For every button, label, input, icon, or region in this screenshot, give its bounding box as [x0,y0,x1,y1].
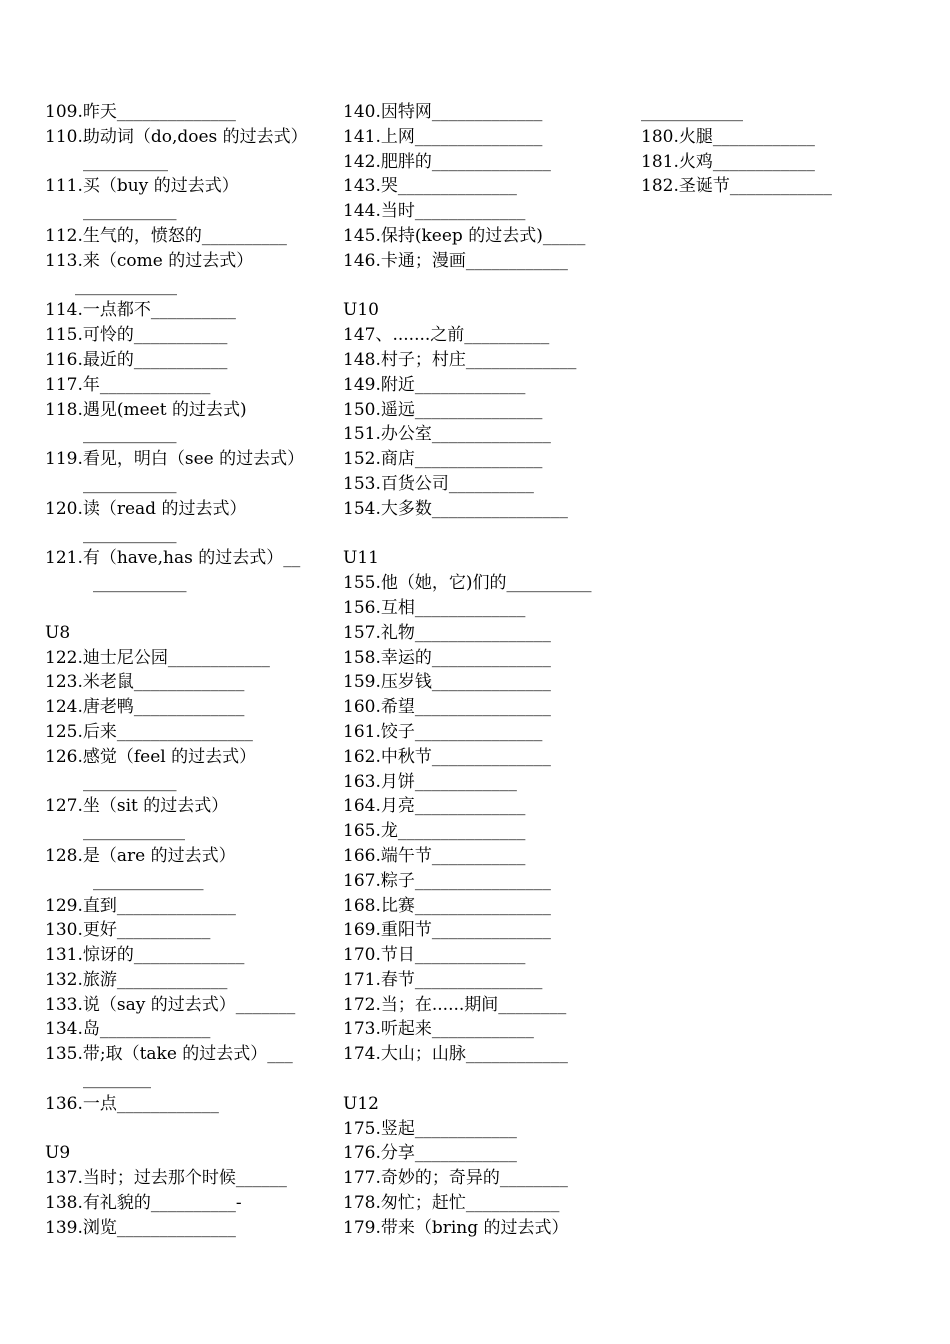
vocab-item: 117.年_____________ [45,374,211,395]
vocab-item: 169.重阳节______________ [343,920,551,941]
vocab-item: 133.说（say 的过去式）_______ [45,994,296,1015]
empty-line [343,274,633,299]
vocab-item: 127.坐（sit 的过去式） [45,796,229,817]
vocab-item: 165.龙_______________ [343,821,526,842]
vocab-item: 140.因特网_____________ [343,102,543,122]
vocab-item: 125.后来________________ [45,721,253,742]
vocab-item: 170.节日_____________ [343,945,526,966]
vocab-item: 144.当时_____________ [343,201,526,222]
vocab-item: 123.米老鼠_____________ [45,672,245,693]
vocab-item: 151.办公室______________ [343,424,551,445]
vocab-item: 124.唐老鸭_____________ [45,697,245,718]
vocab-item: 134.岛_____________ [45,1019,211,1040]
unit-heading: U11 [343,548,379,569]
vocab-item: 142.肥胖的______________ [343,151,551,172]
vocab-item: 130.更好___________ [45,920,211,941]
answer-blank-line: ____________ [75,275,177,296]
vocab-item: 145.保持(keep 的过去式)_____ [343,225,586,246]
vocab-item: 167.粽子________________ [343,870,551,891]
column-2 [343,100,633,1241]
vocab-item: 157.礼物________________ [343,622,551,643]
vocab-item: 128.是（are 的过去式） [45,845,236,866]
column-3 [641,100,931,199]
answer-blank-line: ___________ [83,424,177,445]
vocab-item: 179.带来（bring 的过去式） [343,1217,569,1238]
vocab-item: 175.竖起____________ [343,1118,517,1139]
vocab-item: 166.端午节___________ [343,845,526,866]
unit-heading: U12 [343,1093,379,1114]
vocab-item: 122.迪士尼公园____________ [45,647,270,668]
vocab-item: 160.希望________________ [343,697,551,718]
vocab-item: 158.幸运的______________ [343,647,551,668]
vocab-item: 120.读（read 的过去式） [45,498,247,519]
vocab-item: 146.卡通；漫画____________ [343,250,568,271]
vocab-item: 115.可怜的___________ [45,325,228,346]
answer-blank-line: ________ [83,1069,151,1090]
vocab-item: 180.火腿____________ [641,126,815,147]
vocab-item: 182.圣诞节____________ [641,176,832,197]
vocab-item: 126.感觉（feel 的过去式） [45,746,257,767]
vocab-item: 171.春节_______________ [343,969,543,990]
vocab-item: 177.奇妙的；奇异的________ [343,1168,568,1189]
vocab-item: ___________ [83,201,177,222]
vocab-item: 164.月亮_____________ [343,796,526,817]
vocab-item: 129.直到______________ [45,895,236,916]
vocab-item: 154.大多数________________ [343,498,568,519]
vocab-item: 181.火鸡____________ [641,151,815,172]
vocab-item: 138.有礼貌的__________- [45,1193,242,1214]
vocab-item: 174.大山；山脉____________ [343,1044,568,1065]
vocab-item: 136.一点____________ [45,1093,219,1114]
vocab-item: 149.附近_____________ [343,374,526,395]
answer-blank-line: ___________ [83,771,177,792]
vocab-item: __________ [83,151,168,172]
vocab-item: 116.最近的___________ [45,349,228,370]
answer-blank-line: ___________ [83,523,177,544]
vocab-item: 159.压岁钱______________ [343,672,551,693]
answer-blank-line: ___________ [93,573,187,594]
empty-line [45,1117,335,1142]
vocab-item: 118.遇见(meet 的过去式) [45,399,247,420]
vocab-item: 131.惊讶的_____________ [45,945,245,966]
vocab-item: 173.听起来____________ [343,1019,534,1040]
vocab-item: 143.哭______________ [343,176,517,197]
vocab-item: 150.遥远_______________ [343,399,543,420]
vocab-item: 119.看见，明白（see 的过去式） [45,449,305,470]
unit-heading: U10 [343,300,379,321]
vocab-item: ____________ [641,102,743,122]
vocab-item: 141.上网_______________ [343,126,543,147]
vocab-item: 132.旅游_____________ [45,969,228,990]
vocab-item: 156.互相_____________ [343,597,526,618]
vocab-item: 163.月饼____________ [343,771,517,792]
vocab-item: 161.饺子_______________ [343,721,543,742]
vocab-item: 114.一点都不__________ [45,300,236,321]
vocab-item: 112.生气的，愤怒的__________ [45,225,287,246]
empty-line [45,596,335,621]
vocab-item: 152.商店_______________ [343,449,543,470]
vocab-item: 121.有（have,has 的过去式）__ [45,548,301,569]
vocab-item: 162.中秋节______________ [343,746,551,767]
vocab-item: 155.他（她，它)们的__________ [343,573,592,594]
vocab-item: 172.当；在......期间________ [343,994,567,1015]
vocab-item: 109.昨天______________ [45,102,236,122]
vocab-item: 153.百货公司__________ [343,473,534,494]
unit-heading: U8 [45,622,71,643]
vocab-item: 147、.......之前__________ [343,325,550,346]
vocab-item: 139.浏览______________ [45,1217,236,1238]
empty-line [343,522,633,547]
vocab-item: 178.匆忙；赶忙___________ [343,1193,560,1214]
vocab-item: 168.比赛________________ [343,895,551,916]
answer-blank-line: ___________ [83,473,177,494]
unit-heading: U9 [45,1143,71,1164]
column-1 [45,100,335,1241]
vocab-item: 113.来（come 的过去式） [45,250,254,271]
answer-blank-line: _____________ [93,870,204,891]
vocab-item: 110.助动词（do,does 的过去式） [45,126,308,147]
empty-line [343,1067,633,1092]
vocab-item: 137.当时；过去那个时候______ [45,1168,287,1189]
vocab-item: 176.分享____________ [343,1143,517,1164]
vocab-item: 135.带;取（take 的过去式）___ [45,1044,293,1065]
answer-blank-line: ____________ [83,821,185,842]
vocab-item: 111.买（buy 的过去式） [45,176,239,197]
vocab-item: 148.村子；村庄_____________ [343,349,577,370]
